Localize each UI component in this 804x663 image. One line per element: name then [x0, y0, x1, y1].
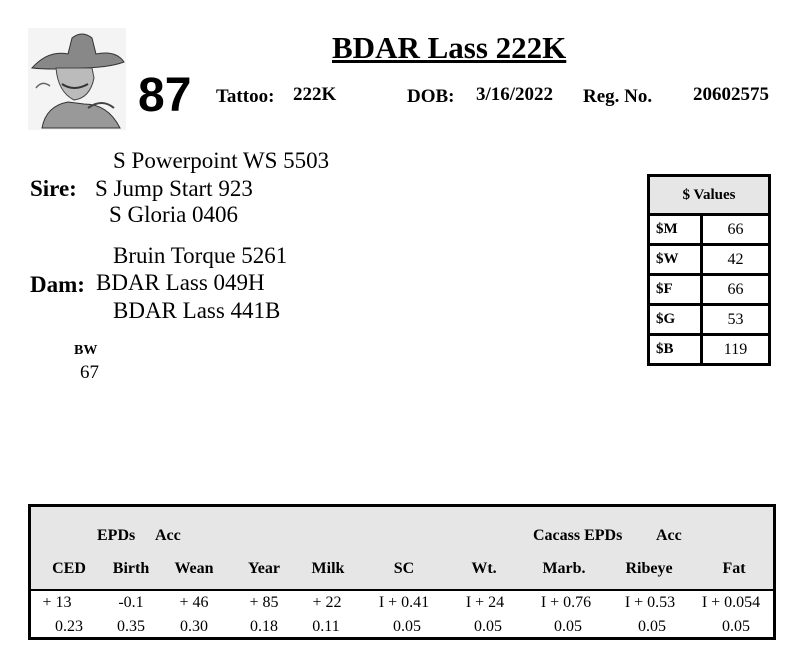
epd-acc: 0.23	[55, 618, 83, 635]
dollar-key: $F	[649, 275, 702, 305]
epd-col-header: Fat	[722, 560, 746, 577]
epd-value: I + 24	[465, 594, 505, 611]
epd-acc: 0.30	[180, 618, 208, 635]
dam-dam: BDAR Lass 441B	[113, 298, 281, 323]
bw-value: 67	[80, 362, 99, 383]
dam-sire: Bruin Torque 5261	[113, 243, 288, 268]
epd-acc: 0.11	[312, 618, 340, 635]
tattoo-value: 222K	[293, 84, 337, 105]
carcass-acc-label: Acc	[656, 527, 682, 544]
reg-no-label: Reg. No.	[583, 86, 653, 107]
table-row	[649, 305, 770, 335]
reg-no-value: 20602575	[693, 84, 769, 105]
epd-col-header: Milk	[311, 560, 345, 577]
epd-group-label: EPDs	[97, 527, 136, 544]
epd-value: I + 0.41	[378, 594, 430, 611]
epd-value: + 22	[312, 594, 342, 611]
bw-label: BW	[74, 343, 98, 358]
dam-label: Dam:	[30, 272, 85, 297]
sire-name: S Jump Start 923	[95, 176, 253, 201]
dollar-value: 66	[702, 215, 770, 245]
epd-acc: 0.05	[554, 618, 582, 635]
epd-acc: 0.05	[474, 618, 502, 635]
epd-acc: 0.05	[393, 618, 421, 635]
dollar-values-title: $ Values	[649, 176, 770, 215]
epd-table	[28, 504, 776, 640]
dollar-value: 53	[702, 305, 770, 335]
dollar-key: $M	[649, 215, 702, 245]
epd-acc: 0.05	[722, 618, 750, 635]
epd-value: + 85	[249, 594, 279, 611]
dob-label: DOB:	[407, 86, 455, 107]
dollar-key: $W	[649, 245, 702, 275]
sire-label: Sire:	[30, 176, 77, 201]
epd-value: I + 0.53	[624, 594, 676, 611]
dollar-value: 42	[702, 245, 770, 275]
dollar-value: 119	[702, 335, 770, 365]
epd-value: + 46	[179, 594, 209, 611]
epd-col-header: Wt.	[471, 560, 497, 577]
table-row	[649, 215, 770, 245]
epd-acc: 0.05	[638, 618, 666, 635]
lot-number: 87	[138, 69, 192, 122]
cowboy-logo-image	[28, 28, 126, 130]
epd-acc: 0.35	[117, 618, 145, 635]
dob-value: 3/16/2022	[476, 84, 554, 105]
epd-acc: 0.18	[250, 618, 278, 635]
epd-col-header: SC	[393, 560, 415, 577]
animal-name-title: BDAR Lass 222K	[332, 30, 567, 65]
table-row	[649, 245, 770, 275]
epd-col-header: CED	[52, 560, 86, 577]
dollar-values-table	[647, 174, 771, 366]
epd-col-header: Year	[248, 560, 280, 577]
dollar-value: 66	[702, 275, 770, 305]
table-row	[649, 335, 770, 365]
carcass-epd-group-label: Cacass EPDs	[533, 527, 623, 544]
tattoo-label: Tattoo:	[216, 86, 275, 107]
dollar-key: $G	[649, 305, 702, 335]
epd-col-header: Marb.	[542, 560, 586, 577]
dam-name: BDAR Lass 049H	[96, 270, 265, 295]
table-row	[649, 275, 770, 305]
epd-value: I + 0.054	[701, 594, 761, 611]
epd-group-acc-label: Acc	[155, 527, 181, 544]
sire-sire: S Powerpoint WS 5503	[113, 148, 330, 173]
sire-dam: S Gloria 0406	[109, 202, 239, 227]
epd-header-band	[31, 507, 773, 591]
epd-value: + 13	[42, 594, 72, 611]
dollar-key: $B	[649, 335, 702, 365]
epd-col-header: Wean	[174, 560, 214, 577]
epd-value: -0.1	[118, 594, 144, 611]
epd-col-header: Birth	[112, 560, 150, 577]
epd-value: I + 0.76	[540, 594, 592, 611]
epd-col-header: Ribeye	[625, 560, 673, 577]
